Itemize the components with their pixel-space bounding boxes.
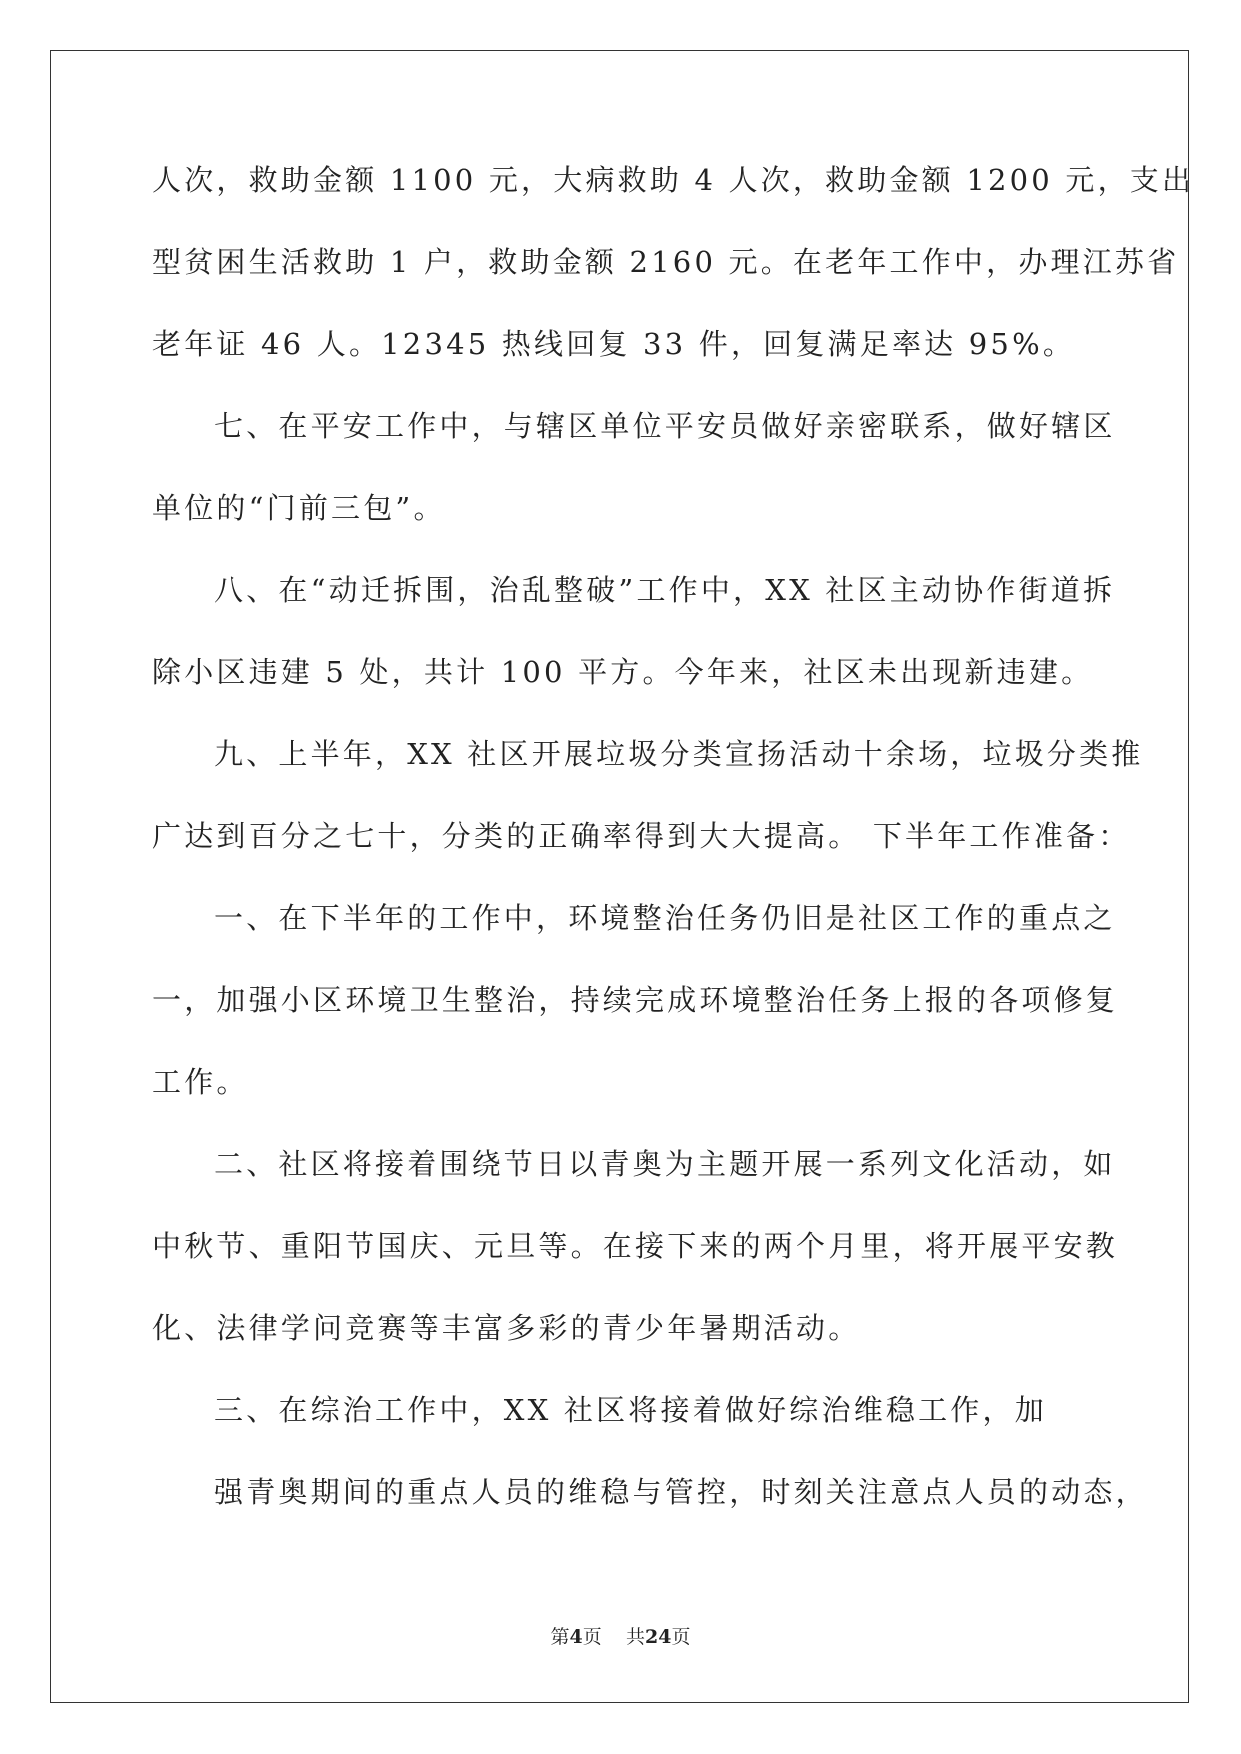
text-line: 工作。	[152, 1065, 249, 1099]
page-footer	[0, 1622, 1241, 1649]
current-page-number: 4	[569, 1626, 583, 1648]
text-line: 三、在综治工作中，XX 社区将接着做好综治维稳工作，加	[214, 1393, 1047, 1427]
document-body	[152, 160, 1195, 1554]
footer-total-prefix: 共	[625, 1626, 645, 1648]
text-line: 化、法律学问竞赛等丰富多彩的青少年暑期活动。	[152, 1311, 861, 1345]
text-line: 广达到百分之七十，分类的正确率得到大大提高。 下半年工作准备：	[152, 819, 1131, 853]
text-line: 七、在平安工作中，与辖区单位平安员做好亲密联系，做好辖区	[214, 409, 1116, 443]
text-line: 人次，救助金额 1100 元，大病救助 4 人次，救助金额 1200 元，支出	[152, 163, 1195, 197]
text-line: 一，加强小区环境卫生整治，持续完成环境整治任务上报的各项修复	[152, 983, 1119, 1017]
total-pages-number: 24	[644, 1626, 672, 1648]
text-line: 中秋节、重阳节国庆、元旦等。在接下来的两个月里，将开展平安教	[152, 1229, 1119, 1263]
text-line: 九、上半年，XX 社区开展垃圾分类宣扬活动十余场，垃圾分类推	[214, 737, 1144, 771]
text-line: 八、在“动迁拆围，治乱整破”工作中，XX 社区主动协作街道拆	[214, 573, 1116, 607]
text-line: 老年证 46 人。12345 热线回复 33 件，回复满足率达 95%。	[152, 327, 1076, 361]
footer-total-suffix: 页	[671, 1626, 691, 1648]
text-line: 一、在下半年的工作中，环境整治任务仍旧是社区工作的重点之	[214, 901, 1116, 935]
text-line: 单位的“门前三包”。	[152, 491, 446, 525]
text-line: 二、社区将接着围绕节日以青奥为主题开展一系列文化活动，如	[214, 1147, 1116, 1181]
text-line: 强青奥期间的重点人员的维稳与管控，时刻关注意点人员的动态，	[214, 1475, 1148, 1509]
footer-prefix: 第	[550, 1626, 570, 1648]
text-line: 除小区违建 5 处，共计 100 平方。今年来，社区未出现新违建。	[152, 655, 1094, 689]
footer-page-suffix: 页	[582, 1626, 602, 1648]
text-line: 型贫困生活救助 1 户，救助金额 2160 元。在老年工作中，办理江苏省	[152, 245, 1180, 279]
